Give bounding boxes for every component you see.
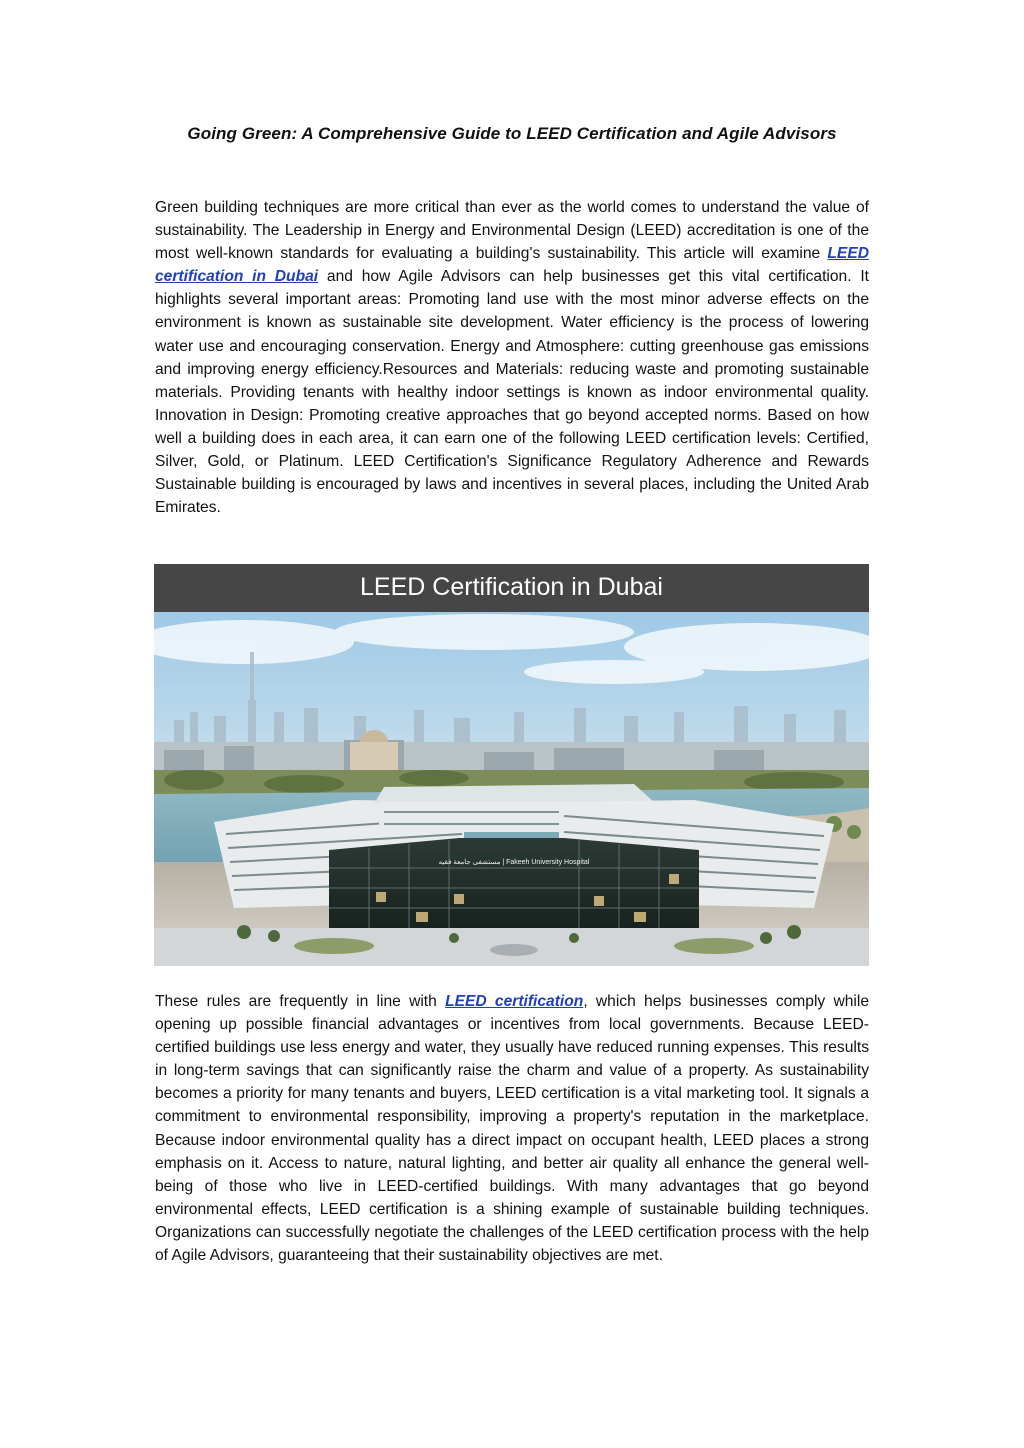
intro-paragraph <box>155 196 869 519</box>
body-paragraph <box>155 990 869 1267</box>
paragraph-text: These rules are frequently in line with <box>155 993 446 1010</box>
paragraph-text: , which helps businesses comply while opening up possible financial advantages or incentives from local governments. Because LEED-certified buildings use less energy and water, they usually have reduced running expenses. This results in long-term savings that can significantly raise the charm and value of a property. As sustainability becomes a priority for many tenants and buyers, LEED certification is a vital marketing tool. It signals a commitment to environmental responsibility, improving a property's reputation in the marketplace. Because indoor environmental quality has a direct impact on occupant health, LEED places a strong emphasis on it. Access to nature, natural lighting, and better air quality all enhance the general well-being of those who live in LEED-certified buildings. With many advantages that go beyond environmental effects, LEED certification is a shining example of sustainable building techniques. Organizations can successfully negotiate the challenges of the LEED certification process with the help of Agile Advisors, guaranteeing that their sustainability objectives are met. <box>155 993 869 1265</box>
page-title: Going Green: A Comprehensive Guide to LEED Certification and Agile Advisors <box>187 124 837 143</box>
paragraph-text: Green building techniques are more critical than ever as the world comes to understand the value of sustainability. The Leadership in Energy and Environmental Design (LEED) accreditation is one of the most well-known standards for evaluating a building's sustainability. This article will examine <box>155 199 869 263</box>
figure-banner-title: LEED Certification in Dubai <box>154 564 869 612</box>
hospital-building-photo <box>154 612 869 966</box>
leed-certification-link[interactable]: LEED certification <box>445 993 584 1010</box>
hospital-sign-text: مستشفى جامعة فقيه | Fakeeh University Hospital <box>438 859 590 866</box>
paragraph-text: and how Agile Advisors can help businesses get this vital certification. It highlights several important areas: Promoting land use with the most minor adverse effects on the environment is known as sustainable site development. Water efficiency is the process of lowering water use and encouraging conservation. Energy and Atmosphere: cutting greenhouse gas emissions and improving energy efficiency.Resources and Materials: reducing waste and promoting sustainable materials. Providing tenants with healthy indoor settings is known as indoor environmental quality. Innovation in Design: Promoting creative approaches that go beyond accepted norms. Based on how well a building does in each area, it can earn one of the following LEED certification levels: Certified, Silver, Gold, or Platinum. LEED Certification's Significance Regulatory Adherence and Rewards Sustainable building is encouraged by laws and incentives in several places, including the United Arab Emirates. <box>155 268 869 517</box>
leed-dubai-link[interactable]: LEED certification in Dubai <box>155 245 869 286</box>
leed-dubai-figure <box>154 564 869 966</box>
